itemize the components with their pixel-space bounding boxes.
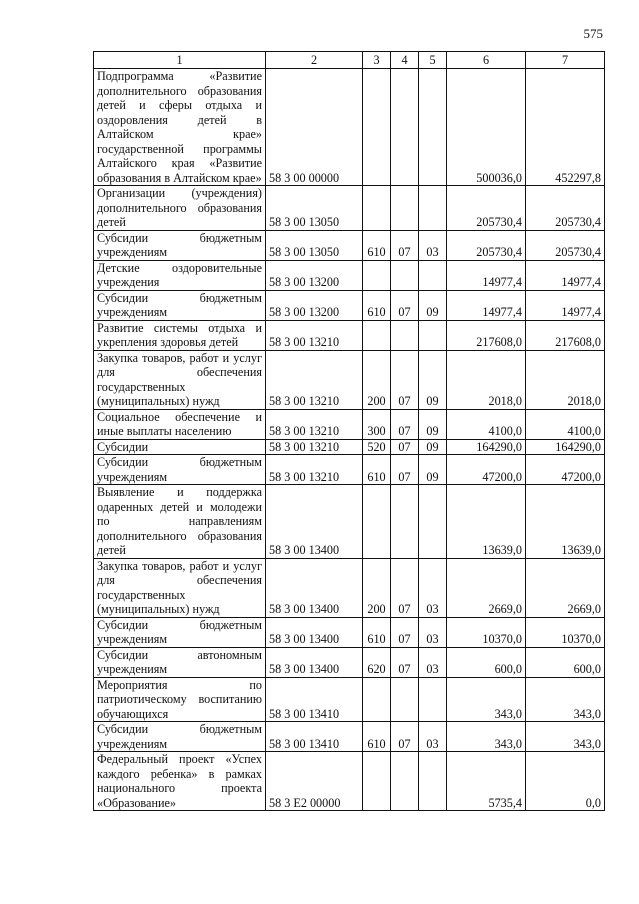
table-row [94,350,605,409]
row-name: Детские оздоровительные учреждения [94,260,266,290]
row-name: Субсидии [94,439,266,455]
row-name: Организации (учреждения) дополнительного образования детей [94,186,266,231]
row-target-code: 58 3 00 13210 [266,439,363,455]
row-target-code: 58 3 00 00000 [266,69,363,186]
row-amount-col6: 343,0 [447,677,526,722]
row-expense-type [363,677,391,722]
row-subsection [419,677,447,722]
table-row [94,69,605,186]
row-expense-type: 610 [363,455,391,485]
row-subsection [419,485,447,559]
row-section [391,69,419,186]
row-section: 07 [391,558,419,617]
row-section: 07 [391,722,419,752]
row-amount-col6: 217608,0 [447,320,526,350]
row-amount-col6: 500036,0 [447,69,526,186]
row-subsection: 03 [419,230,447,260]
table-row [94,485,605,559]
row-name: Закупка товаров, работ и услуг для обеспечения государственных (муниципальных) нужд [94,558,266,617]
table-row [94,439,605,455]
table-row [94,617,605,647]
row-target-code: 58 3 00 13400 [266,485,363,559]
row-amount-col6: 14977,4 [447,290,526,320]
row-section [391,320,419,350]
row-amount-col6: 205730,4 [447,186,526,231]
row-expense-type [363,752,391,811]
row-target-code: 58 3 00 13410 [266,722,363,752]
row-subsection: 09 [419,409,447,439]
row-subsection [419,260,447,290]
row-subsection: 09 [419,439,447,455]
table-row [94,558,605,617]
row-amount-col7: 13639,0 [526,485,605,559]
row-amount-col7: 164290,0 [526,439,605,455]
row-section: 07 [391,617,419,647]
row-expense-type: 610 [363,617,391,647]
row-amount-col6: 2669,0 [447,558,526,617]
row-amount-col6: 13639,0 [447,485,526,559]
row-amount-col6: 2018,0 [447,350,526,409]
row-amount-col6: 205730,4 [447,230,526,260]
table-row [94,186,605,231]
table-row [94,290,605,320]
row-amount-col7: 205730,4 [526,230,605,260]
row-subsection: 09 [419,290,447,320]
row-section [391,485,419,559]
row-name: Выявление и поддержка одаренных детей и молодежи по направлениям дополнительного образования детей [94,485,266,559]
row-section [391,260,419,290]
row-target-code: 58 3 00 13400 [266,647,363,677]
row-name: Социальное обеспечение и иные выплаты населению [94,409,266,439]
row-amount-col7: 343,0 [526,722,605,752]
row-section: 07 [391,409,419,439]
row-section: 07 [391,350,419,409]
row-target-code: 58 3 00 13210 [266,350,363,409]
row-subsection [419,320,447,350]
table-row [94,409,605,439]
row-amount-col6: 343,0 [447,722,526,752]
row-amount-col7: 47200,0 [526,455,605,485]
table-body [94,69,605,811]
column-header-5: 5 [419,52,447,69]
table-row [94,677,605,722]
row-target-code: 58 3 00 13210 [266,455,363,485]
row-expense-type: 620 [363,647,391,677]
column-header-4: 4 [391,52,419,69]
row-name: Субсидии бюджетным учреждениям [94,290,266,320]
row-name: Федеральный проект «Успех каждого ребенка» в рамках национального проекта «Образование» [94,752,266,811]
row-expense-type: 520 [363,439,391,455]
row-amount-col7: 343,0 [526,677,605,722]
row-subsection: 09 [419,455,447,485]
row-target-code: 58 3 00 13210 [266,320,363,350]
row-amount-col7: 217608,0 [526,320,605,350]
table-row [94,647,605,677]
row-section [391,677,419,722]
row-target-code: 58 3 00 13200 [266,260,363,290]
row-name: Субсидии бюджетным учреждениям [94,617,266,647]
row-expense-type: 610 [363,290,391,320]
table-row [94,260,605,290]
row-subsection: 03 [419,722,447,752]
row-expense-type [363,260,391,290]
row-section: 07 [391,439,419,455]
row-expense-type [363,320,391,350]
column-header-7: 7 [526,52,605,69]
table-row [94,722,605,752]
row-expense-type: 200 [363,350,391,409]
column-header-1: 1 [94,52,266,69]
row-subsection: 09 [419,350,447,409]
row-target-code: 58 3 00 13400 [266,617,363,647]
row-section: 07 [391,290,419,320]
row-target-code: 58 3 00 13210 [266,409,363,439]
row-amount-col7: 2018,0 [526,350,605,409]
row-subsection: 03 [419,617,447,647]
row-expense-type: 200 [363,558,391,617]
row-expense-type [363,186,391,231]
table-row [94,455,605,485]
row-subsection [419,69,447,186]
header-row [94,52,605,69]
row-amount-col7: 14977,4 [526,260,605,290]
table-row [94,752,605,811]
row-name: Подпрограмма «Развитие дополнительного образования детей и сферы отдыха и оздоровления детей в Алтайском крае» государственной программы Алтайского края «Развитие образования в Алтайском крае» [94,69,266,186]
budget-table [93,51,605,811]
row-subsection [419,752,447,811]
row-expense-type: 610 [363,722,391,752]
row-amount-col6: 5735,4 [447,752,526,811]
table-row [94,320,605,350]
row-target-code: 58 3 E2 00000 [266,752,363,811]
row-amount-col6: 47200,0 [447,455,526,485]
row-amount-col7: 600,0 [526,647,605,677]
row-subsection: 03 [419,647,447,677]
row-section: 07 [391,455,419,485]
row-expense-type [363,485,391,559]
row-section [391,752,419,811]
row-amount-col6: 10370,0 [447,617,526,647]
row-amount-col6: 4100,0 [447,409,526,439]
table-row [94,230,605,260]
row-name: Субсидии бюджетным учреждениям [94,722,266,752]
row-expense-type: 610 [363,230,391,260]
column-header-3: 3 [363,52,391,69]
row-amount-col7: 0,0 [526,752,605,811]
row-name: Закупка товаров, работ и услуг для обеспечения государственных (муниципальных) нужд [94,350,266,409]
row-target-code: 58 3 00 13200 [266,290,363,320]
row-amount-col7: 14977,4 [526,290,605,320]
row-name: Мероприятия по патриотическому воспитанию обучающихся [94,677,266,722]
row-target-code: 58 3 00 13400 [266,558,363,617]
row-target-code: 58 3 00 13410 [266,677,363,722]
row-subsection: 03 [419,558,447,617]
row-amount-col6: 164290,0 [447,439,526,455]
row-section: 07 [391,647,419,677]
row-amount-col7: 452297,8 [526,69,605,186]
row-target-code: 58 3 00 13050 [266,230,363,260]
column-header-6: 6 [447,52,526,69]
row-name: Развитие системы отдыха и укрепления здоровья детей [94,320,266,350]
row-expense-type [363,69,391,186]
row-target-code: 58 3 00 13050 [266,186,363,231]
row-section: 07 [391,230,419,260]
column-header-2: 2 [266,52,363,69]
row-name: Субсидии автономным учреждениям [94,647,266,677]
row-amount-col6: 14977,4 [447,260,526,290]
row-section [391,186,419,231]
row-amount-col7: 205730,4 [526,186,605,231]
row-subsection [419,186,447,231]
row-amount-col7: 4100,0 [526,409,605,439]
row-amount-col7: 2669,0 [526,558,605,617]
row-expense-type: 300 [363,409,391,439]
row-name: Субсидии бюджетным учреждениям [94,230,266,260]
row-amount-col7: 10370,0 [526,617,605,647]
row-amount-col6: 600,0 [447,647,526,677]
page-number: 575 [583,26,603,41]
row-name: Субсидии бюджетным учреждениям [94,455,266,485]
